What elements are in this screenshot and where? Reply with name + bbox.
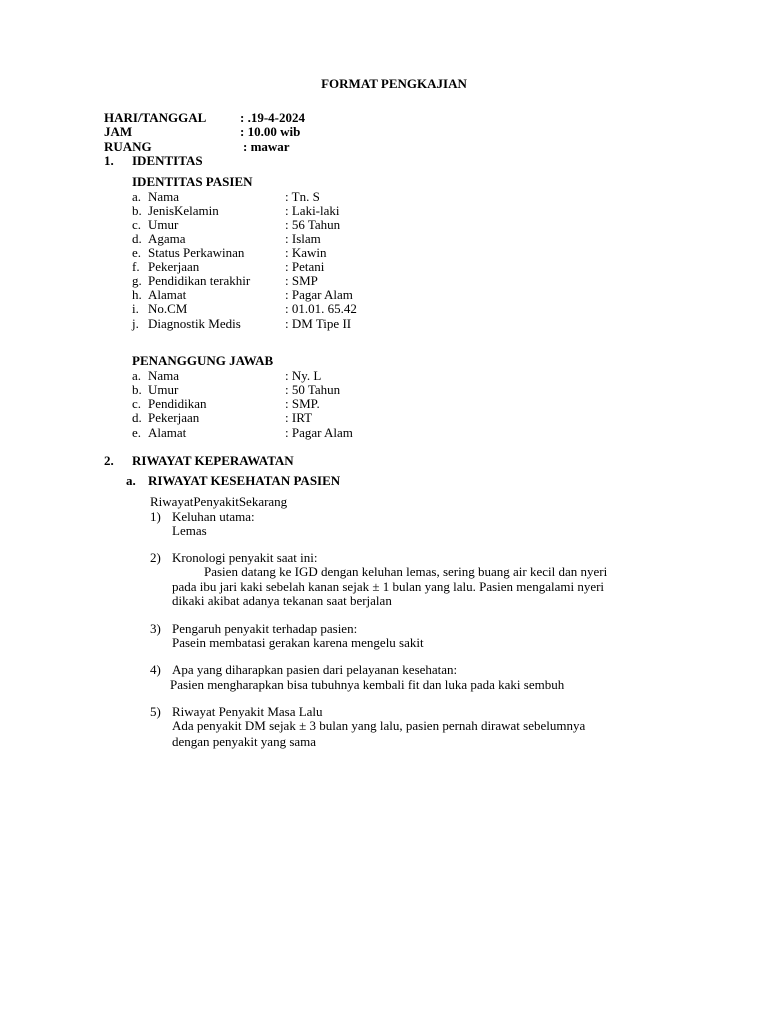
- date-value: : .19-4-2024: [240, 110, 305, 125]
- item-label: Umur: [148, 217, 179, 232]
- item-label: Nama: [148, 368, 180, 383]
- document-title: FORMAT PENGKAJIAN: [321, 76, 467, 91]
- item-label: Umur: [148, 382, 179, 397]
- item-label: No.CM: [148, 301, 188, 316]
- section-number: 1.: [104, 153, 114, 168]
- item-letter: j.: [132, 316, 139, 331]
- guardian-heading: PENANGGUNG JAWAB: [132, 353, 274, 368]
- item-label: Pendidikan: [148, 396, 207, 411]
- item-body: dikaki akibat adanya tekanan saat berjalan: [172, 593, 392, 608]
- item-letter: i.: [132, 301, 139, 316]
- subsection-letter: a.: [126, 473, 136, 488]
- item-body: Pasien mengharapkan bisa tubuhnya kembali fit dan luka pada kaki sembuh: [170, 677, 565, 692]
- item-letter: c.: [132, 217, 142, 232]
- item-label: Pekerjaan: [148, 410, 200, 425]
- section-heading: IDENTITAS: [132, 153, 203, 168]
- item-body: Lemas: [172, 523, 207, 538]
- item-number: 2): [150, 550, 161, 565]
- item-title: Kronologi penyakit saat ini:: [172, 550, 318, 565]
- item-value: : IRT: [285, 410, 313, 425]
- item-value: : 56 Tahun: [285, 217, 341, 232]
- item-body: Ada penyakit DM sejak ± 3 bulan yang lalu, pasien pernah dirawat sebelumnya: [172, 718, 586, 733]
- item-letter: a.: [132, 368, 142, 383]
- item-value: : Tn. S: [285, 189, 320, 204]
- room-value: : mawar: [243, 139, 290, 154]
- room-label: RUANG: [104, 139, 152, 154]
- item-label: Diagnostik Medis: [148, 316, 241, 331]
- item-value: : Pagar Alam: [285, 425, 353, 440]
- item-value: : Petani: [285, 259, 325, 274]
- item-letter: b.: [132, 382, 142, 397]
- item-letter: d.: [132, 231, 142, 246]
- history-intro: RiwayatPenyakitSekarang: [150, 494, 288, 509]
- item-number: 5): [150, 704, 161, 719]
- item-label: Alamat: [148, 425, 187, 440]
- item-value: : Ny. L: [285, 368, 322, 383]
- item-letter: g.: [132, 273, 142, 288]
- item-letter: c.: [132, 396, 142, 411]
- item-title: Pengaruh penyakit terhadap pasien:: [172, 621, 358, 636]
- item-value: : DM Tipe II: [285, 316, 352, 331]
- time-value: : 10.00 wib: [240, 124, 301, 139]
- item-number: 3): [150, 621, 161, 636]
- item-body: Pasein membatasi gerakan karena mengelu sakit: [172, 635, 424, 650]
- item-body: pada ibu jari kaki sebelah kanan sejak ± 1 bulan yang lalu. Pasien mengalami nyeri: [172, 579, 605, 594]
- item-value: : Islam: [285, 231, 321, 246]
- item-letter: d.: [132, 410, 142, 425]
- item-value: : Kawin: [285, 245, 327, 260]
- item-label: Alamat: [148, 287, 187, 302]
- item-body: Pasien datang ke IGD dengan keluhan lemas, sering buang air kecil dan nyeri: [204, 564, 608, 579]
- item-value: : Laki-laki: [285, 203, 340, 218]
- item-label: Agama: [148, 231, 186, 246]
- item-number: 1): [150, 509, 161, 524]
- item-letter: e.: [132, 425, 142, 440]
- item-letter: e.: [132, 245, 142, 260]
- item-value: : SMP.: [285, 396, 320, 411]
- item-title: Apa yang diharapkan pasien dari pelayanan kesehatan:: [172, 662, 458, 677]
- item-value: : 50 Tahun: [285, 382, 341, 397]
- item-label: Nama: [148, 189, 180, 204]
- item-value: : Pagar Alam: [285, 287, 353, 302]
- subsection-heading: RIWAYAT KESEHATAN PASIEN: [148, 473, 341, 488]
- section-heading: RIWAYAT KEPERAWATAN: [132, 453, 294, 468]
- item-title: Riwayat Penyakit Masa Lalu: [172, 704, 323, 719]
- time-label: JAM: [104, 124, 133, 139]
- item-letter: b.: [132, 203, 142, 218]
- item-label: Pendidikan terakhir: [148, 273, 251, 288]
- item-label: JenisKelamin: [148, 203, 219, 218]
- item-body: dengan penyakit yang sama: [172, 734, 317, 749]
- item-label: Pekerjaan: [148, 259, 200, 274]
- section-number: 2.: [104, 453, 114, 468]
- item-title: Keluhan utama:: [172, 509, 255, 524]
- date-label: HARI/TANGGAL: [104, 110, 207, 125]
- patient-heading: IDENTITAS PASIEN: [132, 174, 253, 189]
- item-value: : 01.01. 65.42: [285, 301, 357, 316]
- item-letter: h.: [132, 287, 142, 302]
- item-letter: f.: [132, 259, 140, 274]
- item-label: Status Perkawinan: [148, 245, 245, 260]
- item-value: : SMP: [285, 273, 318, 288]
- item-letter: a.: [132, 189, 142, 204]
- item-number: 4): [150, 662, 161, 677]
